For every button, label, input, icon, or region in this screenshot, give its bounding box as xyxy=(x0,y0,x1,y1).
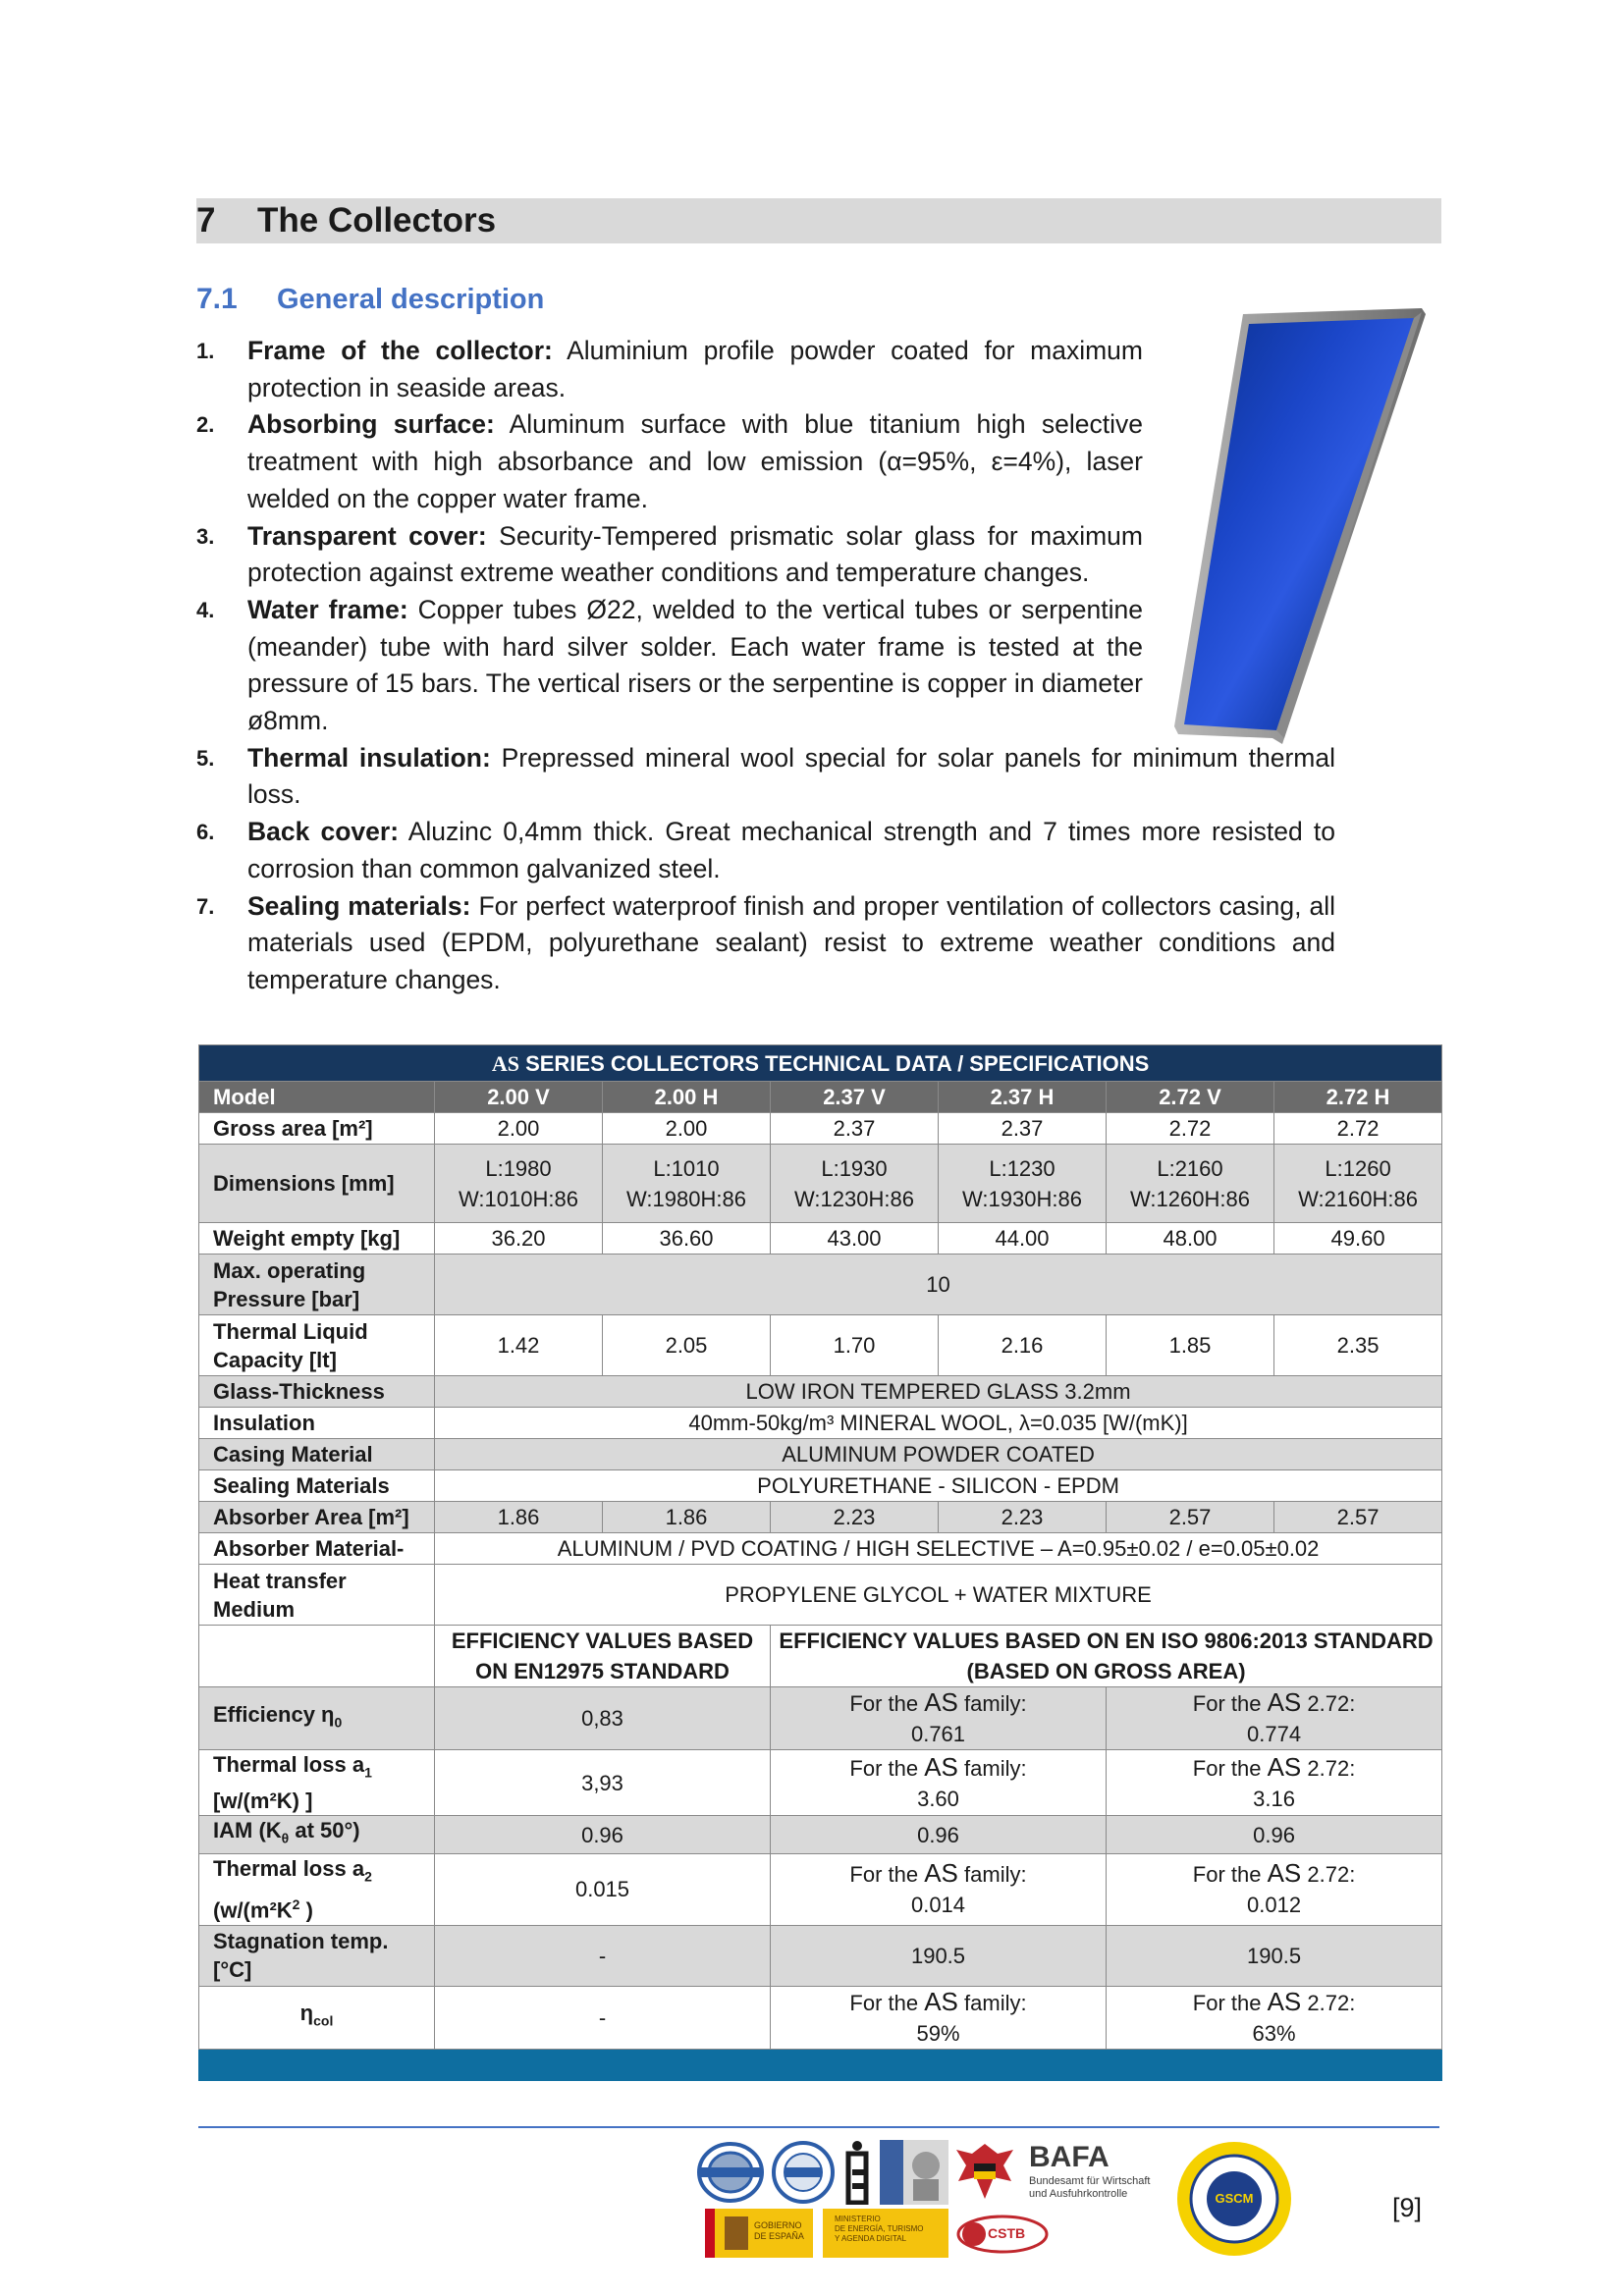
footer-rule xyxy=(198,2126,1439,2128)
list-item: 3. Transparent cover: Security-Tempered prismatic solar glass for maximum protection against extreme weather conditions and temperature changes. xyxy=(196,520,1143,588)
list-item: 4. Water frame: Copper tubes Ø22, welded to the vertical tubes or serpentine (meander) tube with hard silver solder. Each water frame is tested at the pressure of 15 bars. The vertical risers or the serpentine is copper in diameter ø8mm. xyxy=(196,594,1143,736)
table-row: Thermal Liquid Capacity [lt] 1.42 2.05 1.70 2.16 1.85 2.35 xyxy=(199,1315,1442,1376)
description-list xyxy=(196,333,1335,999)
list-item: 6. Back cover: Aluzinc 0,4mm thick. Great mechanical strength and 7 times more resisted to corrosion than common galvanized steel. xyxy=(196,817,1335,883)
certification-logo-4 xyxy=(880,2140,948,2205)
certification-logo-1 xyxy=(697,2142,764,2203)
table-row: Heat transfer Medium PROPYLENE GLYCOL + WATER MIXTURE xyxy=(199,1565,1442,1626)
page-number: [9] xyxy=(1392,2193,1423,2222)
chapter-title: The Collectors xyxy=(257,201,497,240)
table-row: Weight empty [kg] 36.20 36.60 43.00 44.00 48.00 49.60 xyxy=(199,1223,1442,1255)
table-title: AS SERIES COLLECTORS TECHNICAL DATA / SPECIFICATIONS xyxy=(199,1045,1442,1082)
chapter-number: 7 xyxy=(196,201,216,240)
table-row: Absorber Area [m²] 1.86 1.86 2.23 2.23 2.57 2.57 xyxy=(199,1502,1442,1533)
gobierno-logo: GOBIERNO DE ESPAÑA xyxy=(705,2209,813,2258)
spec-table xyxy=(198,1044,1442,2081)
bafa-subtitle: Bundesamt für Wirtschaft und Ausfuhrkontrolle xyxy=(1029,2175,1151,2200)
table-row: Efficiency $\eta_0$ 0,83 For the AS family: 0.761 For the AS 2.72: 0.774 xyxy=(199,1687,1442,1750)
list-item: 2. Absorbing surface: Aluminum surface with blue titanium high selective treatment with high absorbance and low emission (α=95%, ε=4%), laser welded on the copper water frame. xyxy=(196,409,1144,513)
certification-logo-3 xyxy=(842,2140,872,2205)
table-row: IAM ($K_\theta$ at 50°) 0.96 0.96 0.96 xyxy=(199,1816,1442,1853)
ministerio-logo: MINISTERIO DE ENERGÍA, TURISMO Y AGENDA DIGITAL xyxy=(823,2209,948,2258)
table-row: EFFICIENCY VALUES BASED ON EN12975 STANDARD EFFICIENCY VALUES BASED ON EN ISO 9806:2013 STANDARD (BASED ON GROSS AREA) xyxy=(199,1626,1442,1687)
table-row: Stagnation temp. [°C] - 190.5 190.5 xyxy=(199,1925,1442,1986)
certification-logo-2 xyxy=(772,2140,835,2205)
table-footer-band xyxy=(199,2049,1442,2080)
table-row: Sealing Materials POLYURETHANE - SILICON - EPDM xyxy=(199,1470,1442,1502)
list-item: 7. Sealing materials: For perfect waterproof finish and proper ventilation of collectors casing, all materials used (EPDM, polyurethane sealant) resist to extreme weather conditions and temperature changes. xyxy=(196,890,1335,994)
section-title: General description xyxy=(277,284,545,315)
table-row: Casing Material ALUMINUM POWDER COATED xyxy=(199,1439,1442,1470)
bafa-logo-text: BAFA xyxy=(1029,2141,1110,2173)
table-row: Absorber Material- ALUMINUM / PVD COATING / HIGH SELECTIVE – A=0.95±0.02 / e=0.05±0.02 xyxy=(199,1533,1442,1565)
bafa-eagle-icon xyxy=(954,2142,1015,2201)
table-row: Glass-Thickness LOW IRON TEMPERED GLASS 3.2mm xyxy=(199,1376,1442,1408)
table-row: Insulation 40mm-50kg/m³ MINERAL WOOL, λ=0.035 [W/(mK)] xyxy=(199,1408,1442,1439)
table-row: Thermal loss $a_2$ ($w/(m^2K^2$ ) 0.015 For the AS family: 0.014 For the AS 2.72: 0.012 xyxy=(199,1853,1442,1925)
solar-collector-image xyxy=(1174,306,1430,744)
table-row: Model 2.00 V 2.00 H 2.37 V 2.37 H 2.72 V 2.72 H xyxy=(199,1082,1442,1113)
table-row: Thermal loss $a_1$ [w/(m²K) ] 3,93 For the AS family: 3.60 For the AS 2.72: 3.16 xyxy=(199,1750,1442,1816)
table-row: $\eta_{col}$ - For the AS family: 59% For the AS 2.72: 63% xyxy=(199,1986,1442,2049)
gscm-seal-text: GSCM xyxy=(1215,2191,1254,2206)
table-row: Gross area [m²] 2.00 2.00 2.37 2.37 2.72 2.72 xyxy=(199,1113,1442,1145)
table-title-row xyxy=(199,1045,1442,1082)
list-item: 5. Thermal insulation: Prepressed mineral wool special for solar panels for minimum thermal loss. xyxy=(196,742,1335,810)
section-number: 7.1 xyxy=(196,283,238,315)
list-item: 1. Frame of the collector: Aluminium profile powder coated for maximum protection in seaside areas. xyxy=(196,336,1143,402)
cstb-logo-text: CSTB xyxy=(988,2225,1026,2241)
table-row: Max. operating Pressure [bar] 10 xyxy=(199,1255,1442,1315)
table-row: Dimensions [mm] L:1980 W:1010H:86 L:1010 W:1980H:86 L:1930 W:1230H:86 L:1230 W:1930H:86 L:2160 W:1260H:86 L:1260 W:2160H:86 xyxy=(199,1145,1442,1223)
